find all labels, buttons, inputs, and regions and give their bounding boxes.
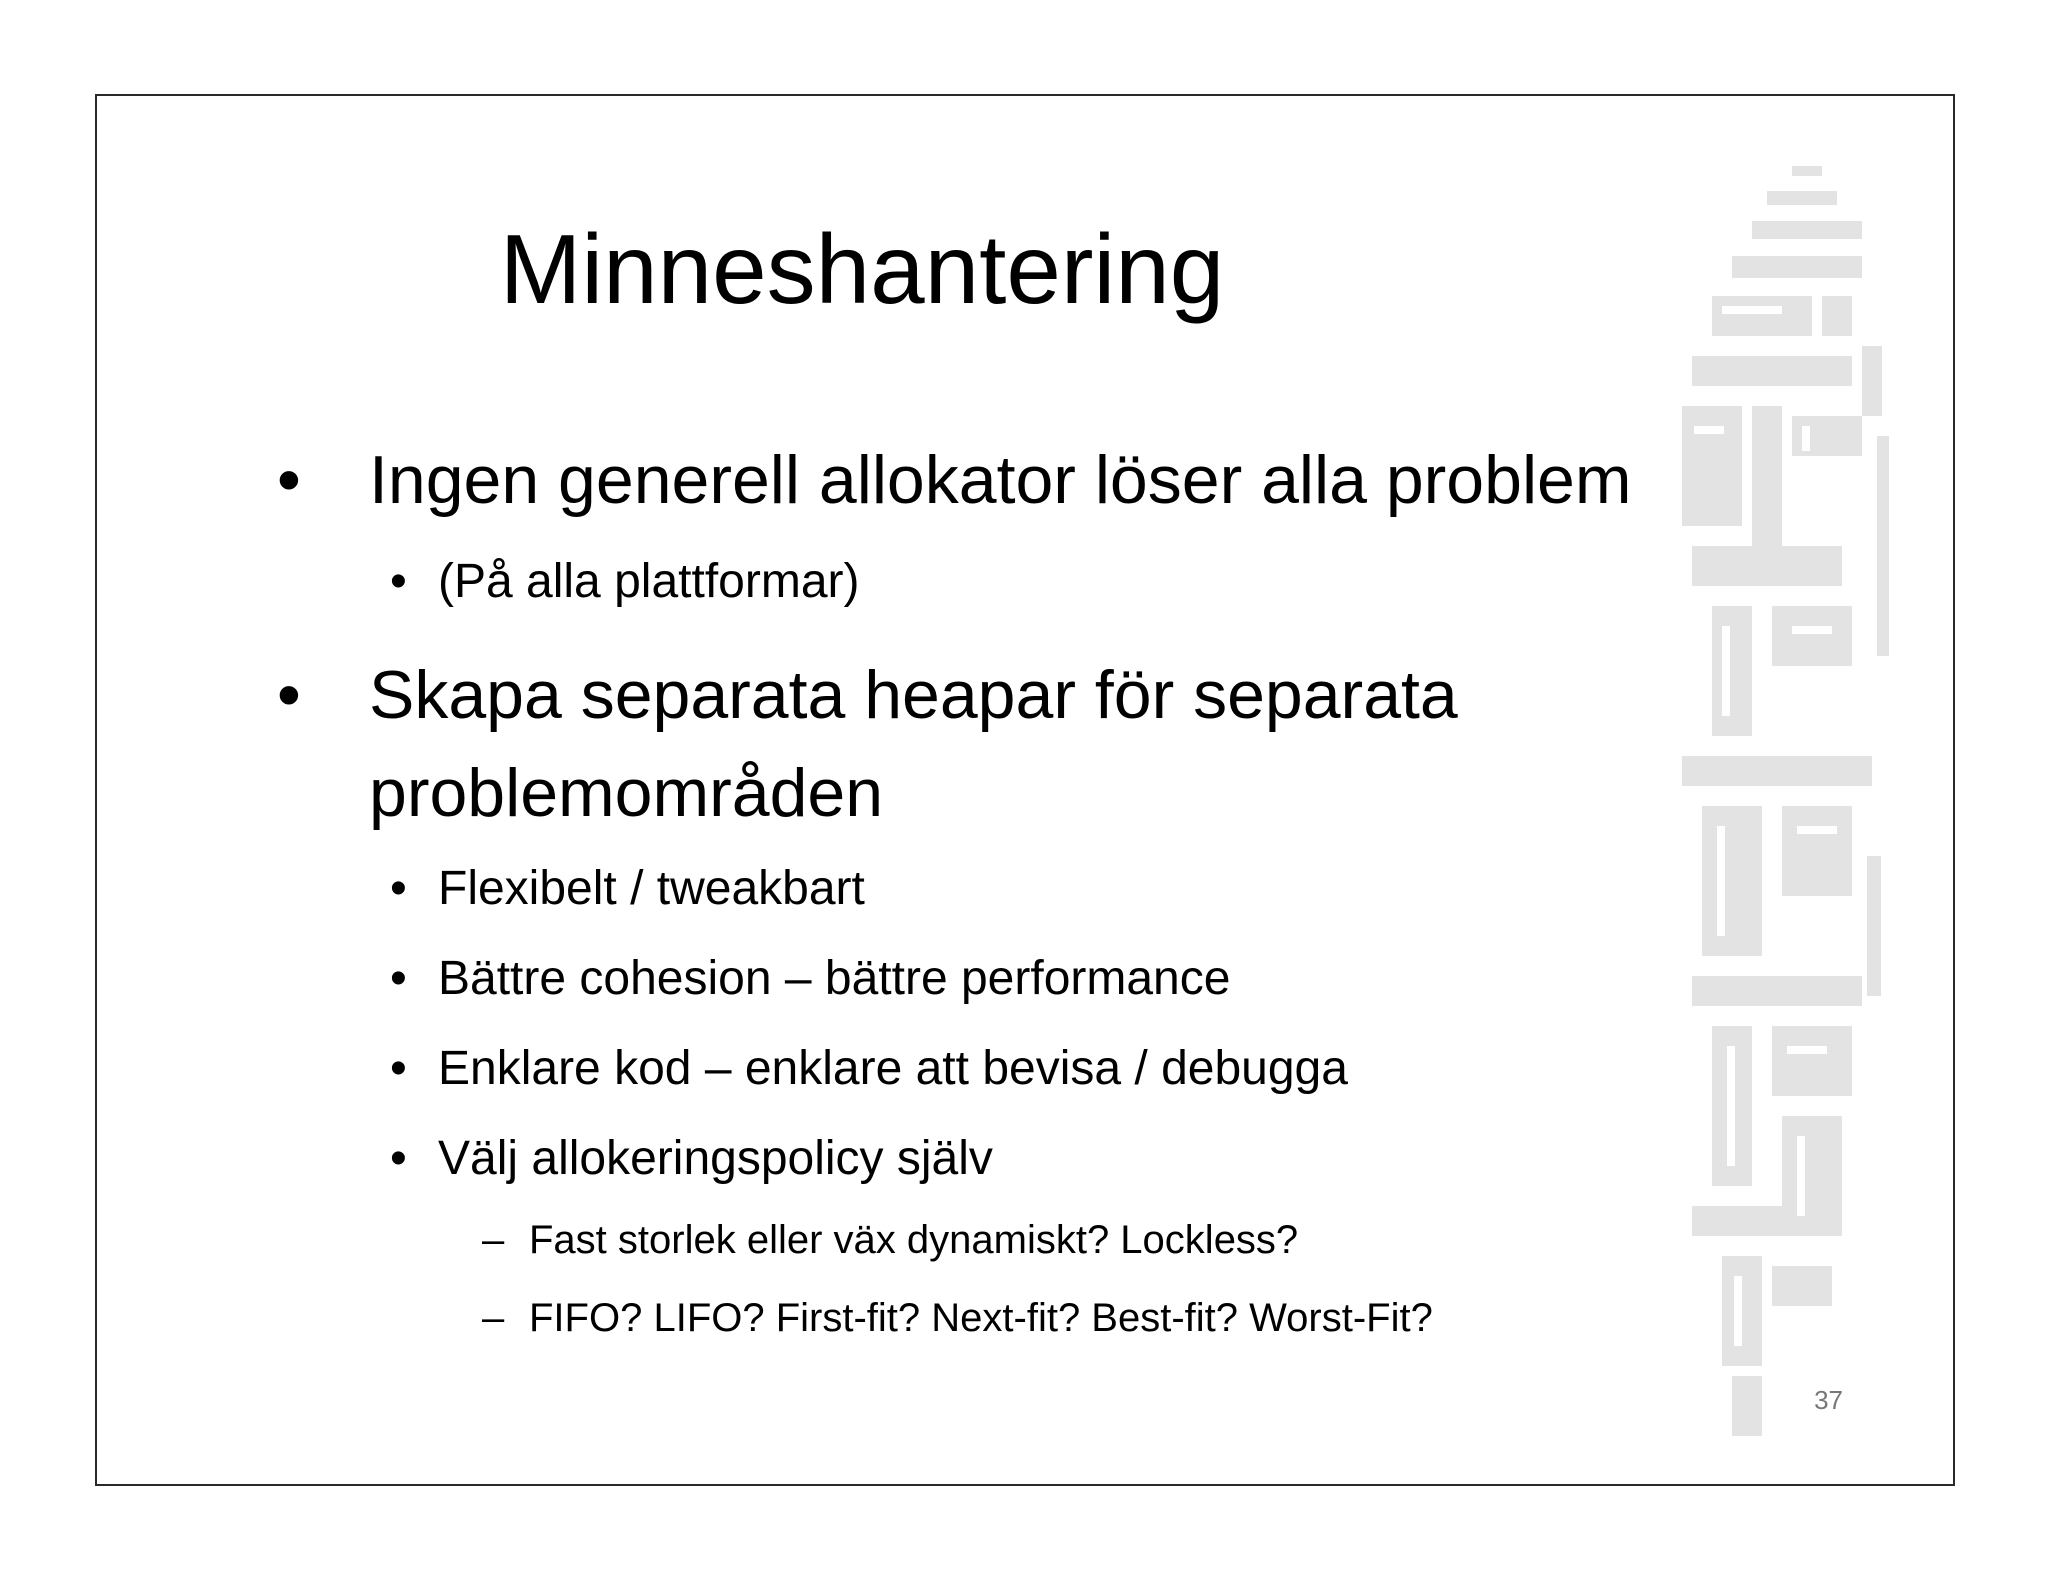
bullet-text: (På alla plattformar) [438, 555, 860, 608]
bullet-text: Ingen generell allokator löser alla problem [369, 442, 1632, 518]
bullet-item [390, 948, 1230, 1010]
dash-icon: – [482, 1296, 505, 1340]
bullet-icon: • [390, 862, 407, 915]
slide-title: Minneshantering [499, 214, 1225, 324]
page-number: 37 [1814, 1385, 1843, 1415]
bullet-text: Skapa separata heapar för separata problemområden [369, 657, 1458, 831]
bullet-icon: • [390, 555, 407, 608]
bullet-icon: • [277, 657, 301, 733]
bullet-item [482, 1291, 1433, 1345]
bullet-item [390, 551, 859, 613]
bullet-text: Flexibelt / tweakbart [438, 862, 865, 915]
bullet-item [277, 431, 1769, 529]
bullet-text: Bättre cohesion – bättre performance [438, 952, 1231, 1005]
bullet-text: FIFO? LIFO? First-fit? Next-fit? Best-fit? Worst-Fit? [529, 1296, 1433, 1340]
bullet-text: Fast storlek eller väx dynamiskt? Lockless? [529, 1218, 1299, 1262]
bullet-item [390, 1038, 1348, 1100]
bullet-item [390, 858, 865, 920]
bullet-icon: • [390, 952, 407, 1005]
bullet-icon: • [390, 1132, 407, 1185]
bullet-item [482, 1213, 1298, 1267]
bullet-text: Enklare kod – enklare att bevisa / debugga [438, 1042, 1348, 1095]
bullet-item [390, 1128, 993, 1190]
dash-icon: – [482, 1218, 505, 1262]
bullet-text: Välj allokeringspolicy själv [438, 1132, 993, 1185]
bullet-icon: • [390, 1042, 407, 1095]
bullet-icon: • [277, 442, 301, 518]
slide [95, 94, 1955, 1486]
bullet-item [277, 646, 1769, 842]
